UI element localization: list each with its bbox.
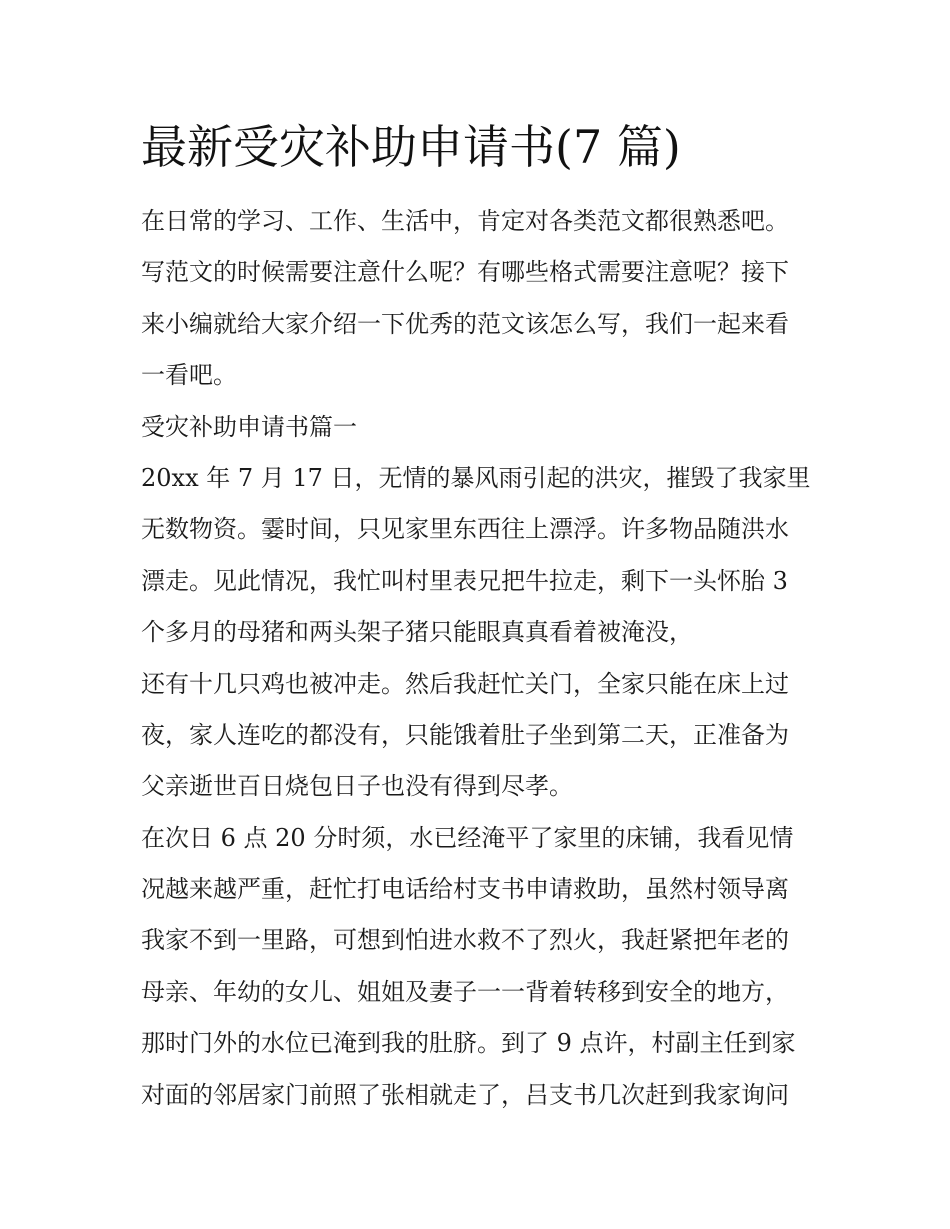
body-line: 在日常的学习、工作、生活中，肯定对各类范文都很熟悉吧。 <box>141 207 789 235</box>
body-line: 20xx 年 7 月 17 日，无情的暴风雨引起的洪灾，摧毁了我家里 <box>141 463 811 492</box>
body-line: 无数物资。霎时间，只见家里东西往上漂浮。许多物品随洪水 <box>141 515 789 544</box>
body-line: 对面的邻居家门前照了张相就走了，吕支书几次赶到我家询问 <box>141 1080 789 1109</box>
document-title: 最新受灾补助申请书(7 篇) <box>141 120 681 174</box>
body-line: 父亲逝世百日烧包日子也没有得到尽孝。 <box>141 772 573 801</box>
body-line: 个多月的母猪和两头架子猪只能眼真真看着被淹没， <box>141 618 693 647</box>
body-line: 漂走。见此情况，我忙叫村里表兄把牛拉走，剩下一头怀胎 3 <box>141 566 788 595</box>
body-line: 况越来越严重，赶忙打电话给村支书申请救助，虽然村领导离 <box>141 875 789 904</box>
body-line: 那时门外的水位已淹到我的肚脐。到了 9 点许，村副主任到家 <box>141 1029 796 1058</box>
document-body <box>141 196 821 1121</box>
body-line: 母亲、年幼的女儿、姐姐及妻子一一背着转移到安全的地方， <box>141 977 789 1006</box>
body-line: 一看吧。 <box>141 361 237 390</box>
body-line: 来小编就给大家介绍一下优秀的范文该怎么写，我们一起来看 <box>141 309 789 338</box>
section-heading: 受灾补助申请书篇一 <box>141 412 357 441</box>
body-line: 还有十几只鸡也被冲走。然后我赶忙关门，全家只能在床上过 <box>141 669 789 698</box>
body-line: 我家不到一里路，可想到怕进水救不了烈火，我赶紧把年老的 <box>141 926 789 955</box>
body-line: 写范文的时候需要注意什么呢？有哪些格式需要注意呢？接下 <box>141 258 789 287</box>
body-line: 在次日 6 点 20 分时须，水已经淹平了家里的床铺，我看见情 <box>141 823 794 852</box>
body-line: 夜，家人连吃的都没有，只能饿着肚子坐到第二天，正准备为 <box>141 720 789 749</box>
